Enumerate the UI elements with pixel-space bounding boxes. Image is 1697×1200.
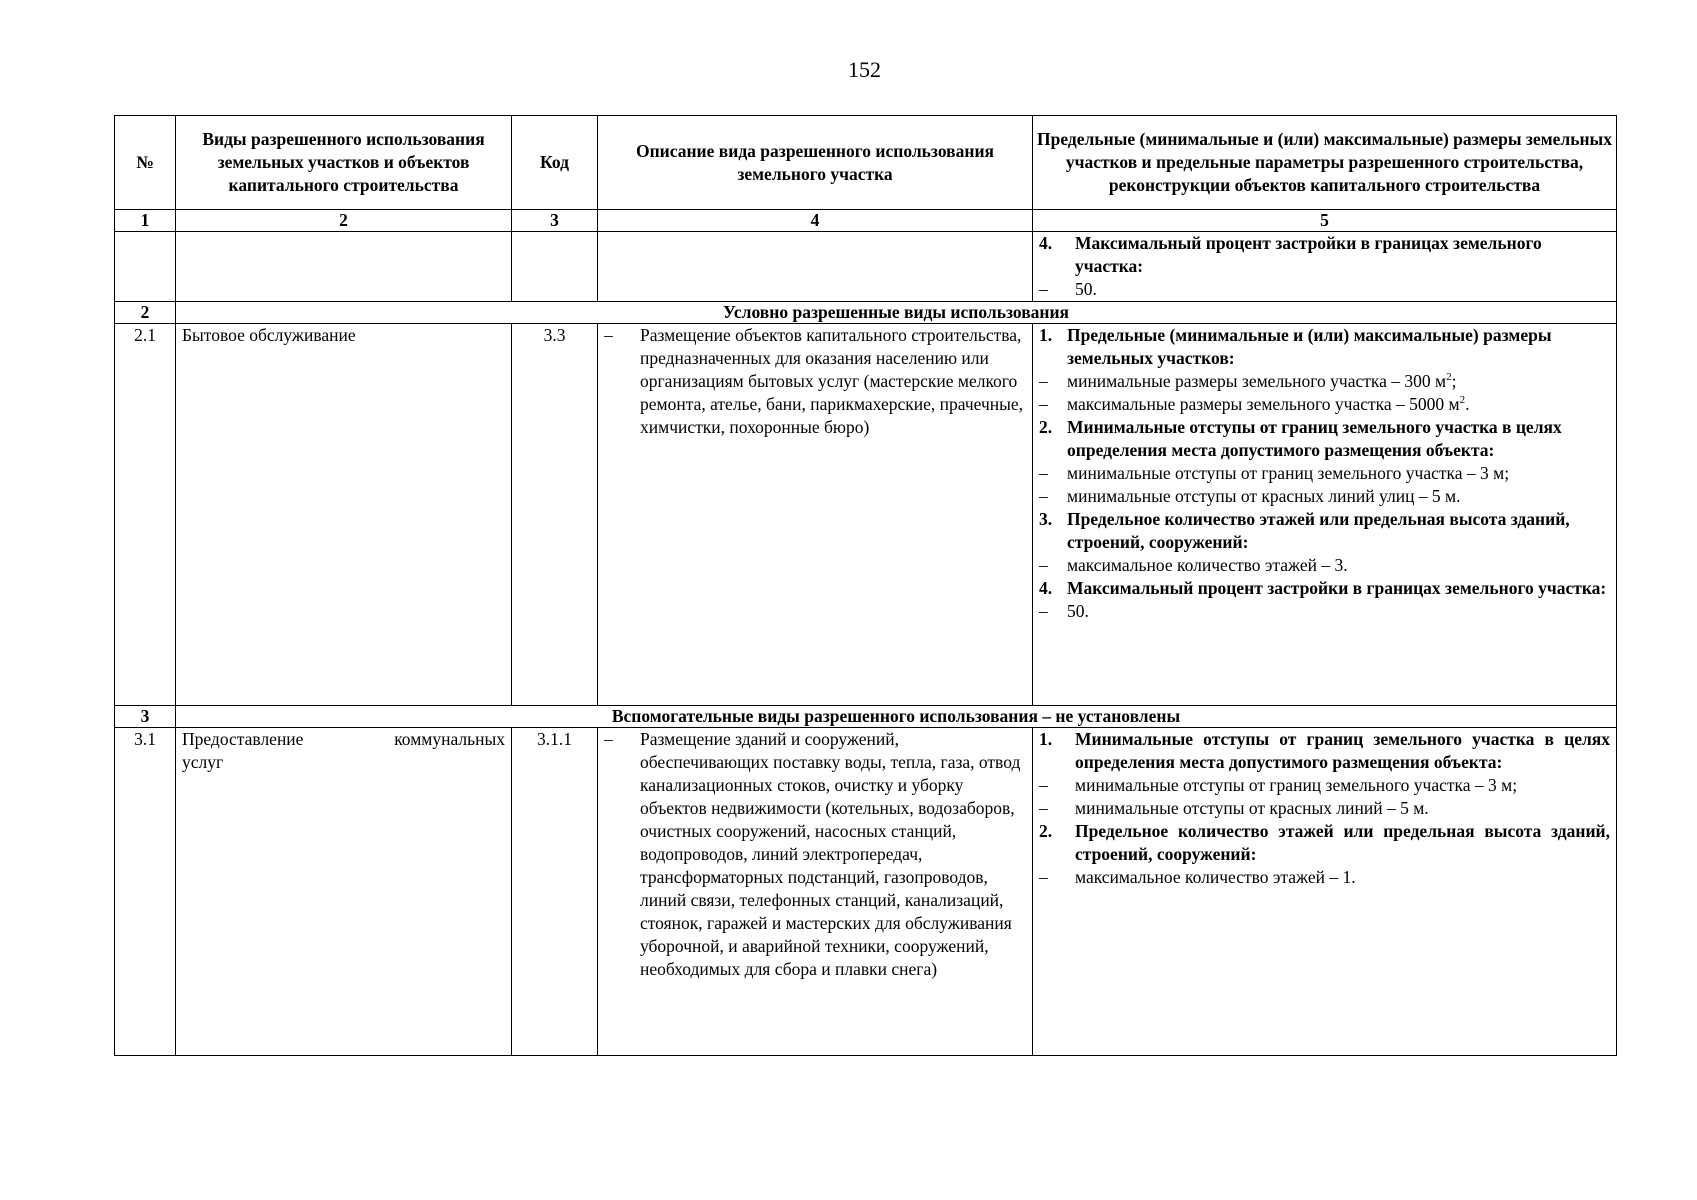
section-title: Вспомогательные виды разрешенного использования – не установлены: [176, 706, 1617, 728]
section-row-conditional: [115, 302, 1617, 324]
header-params: Предельные (минимальные и (или) максимальные) размеры земельных участков и предельные параметры разрешенного строительства, реконструкции объектов капитального строительства: [1033, 116, 1617, 210]
header-code: Код: [512, 116, 598, 210]
use-type-name: Предоставление коммунальных услуг: [176, 728, 512, 1056]
use-type-description: – Размещение зданий и сооружений, обеспечивающих поставку воды, тепла, газа, отвод канализационных стоков, очистку и уборку объектов недвижимости (котельных, водозаборов, очистных сооружений, насосных станций, водопроводов, линий электропередач, трансформаторных подстанций, газопроводов, линий связи, телефонных станций, канализаций, стоянок, гаражей и мастерских для обслуживания уборочной, и аварийной техники, сооружений, необходимых для сбора и плавки снега): [598, 728, 1033, 1056]
header-num: №: [115, 116, 176, 210]
table-header-row: [115, 116, 1617, 210]
table-row: [115, 728, 1617, 1056]
use-type-code: 3.3: [512, 324, 598, 706]
column-number: 5: [1033, 210, 1617, 232]
continuation-row: [115, 232, 1617, 302]
row-num: 3.1: [115, 728, 176, 1056]
column-number-row: [115, 210, 1617, 232]
continuation-params: 4. Максимальный процент застройки в границах земельного участка: – 50.: [1033, 232, 1617, 302]
use-type-description: – Размещение объектов капитального строительства, предназначенных для оказания населению или организациям бытовых услуг (мастерские мелкого ремонта, ателье, бани, парикмахерские, прачечные, химчистки, похоронные бюро): [598, 324, 1033, 706]
section-num: 3: [115, 706, 176, 728]
section-num: 2: [115, 302, 176, 324]
use-type-name: Бытовое обслуживание: [176, 324, 512, 706]
regulation-table: [114, 115, 1617, 1056]
use-type-code: 3.1.1: [512, 728, 598, 1056]
use-type-params: 1. Минимальные отступы от границ земельного участка в целях определения места допустимого размещения объекта: – минимальные отступы от границ земельного участка – 3 м; – минимальные отступы от красных линий – 5 м. 2. Предельное количество этажей или предельная высота зданий, строений, сооружений: – максимальное количество этажей – 1.: [1033, 728, 1617, 1056]
section-row-auxiliary: [115, 706, 1617, 728]
header-description: Описание вида разрешенного использования земельного участка: [598, 116, 1033, 210]
column-number: 3: [512, 210, 598, 232]
use-type-params: 1. Предельные (минимальные и (или) максимальные) размеры земельных участков: – минимальные размеры земельного участка – 300 $м^2$; – максимальные размеры земельного участка – 5000 $м^2$. 2. Минимальные отступы от границ земельного участка в целях определения места допустимого размещения объекта: – минимальные отступы от границ земельного участка – 3 м; – минимальные отступы от красных линий улиц – 5 м. 3. Предельное количество этажей или предельная высота зданий, строений, сооружений: – максимальное количество этажей – 3. 4. Максимальный процент застройки в границах земельного участка: – 50.: [1033, 324, 1617, 706]
table-row: [115, 324, 1617, 706]
column-number: 2: [176, 210, 512, 232]
page-number: 152: [848, 57, 881, 82]
column-number: 1: [115, 210, 176, 232]
header-types: Виды разрешенного использования земельных участков и объектов капитального строительства: [176, 116, 512, 210]
column-number: 4: [598, 210, 1033, 232]
section-title: Условно разрешенные виды использования: [176, 302, 1617, 324]
row-num: 2.1: [115, 324, 176, 706]
